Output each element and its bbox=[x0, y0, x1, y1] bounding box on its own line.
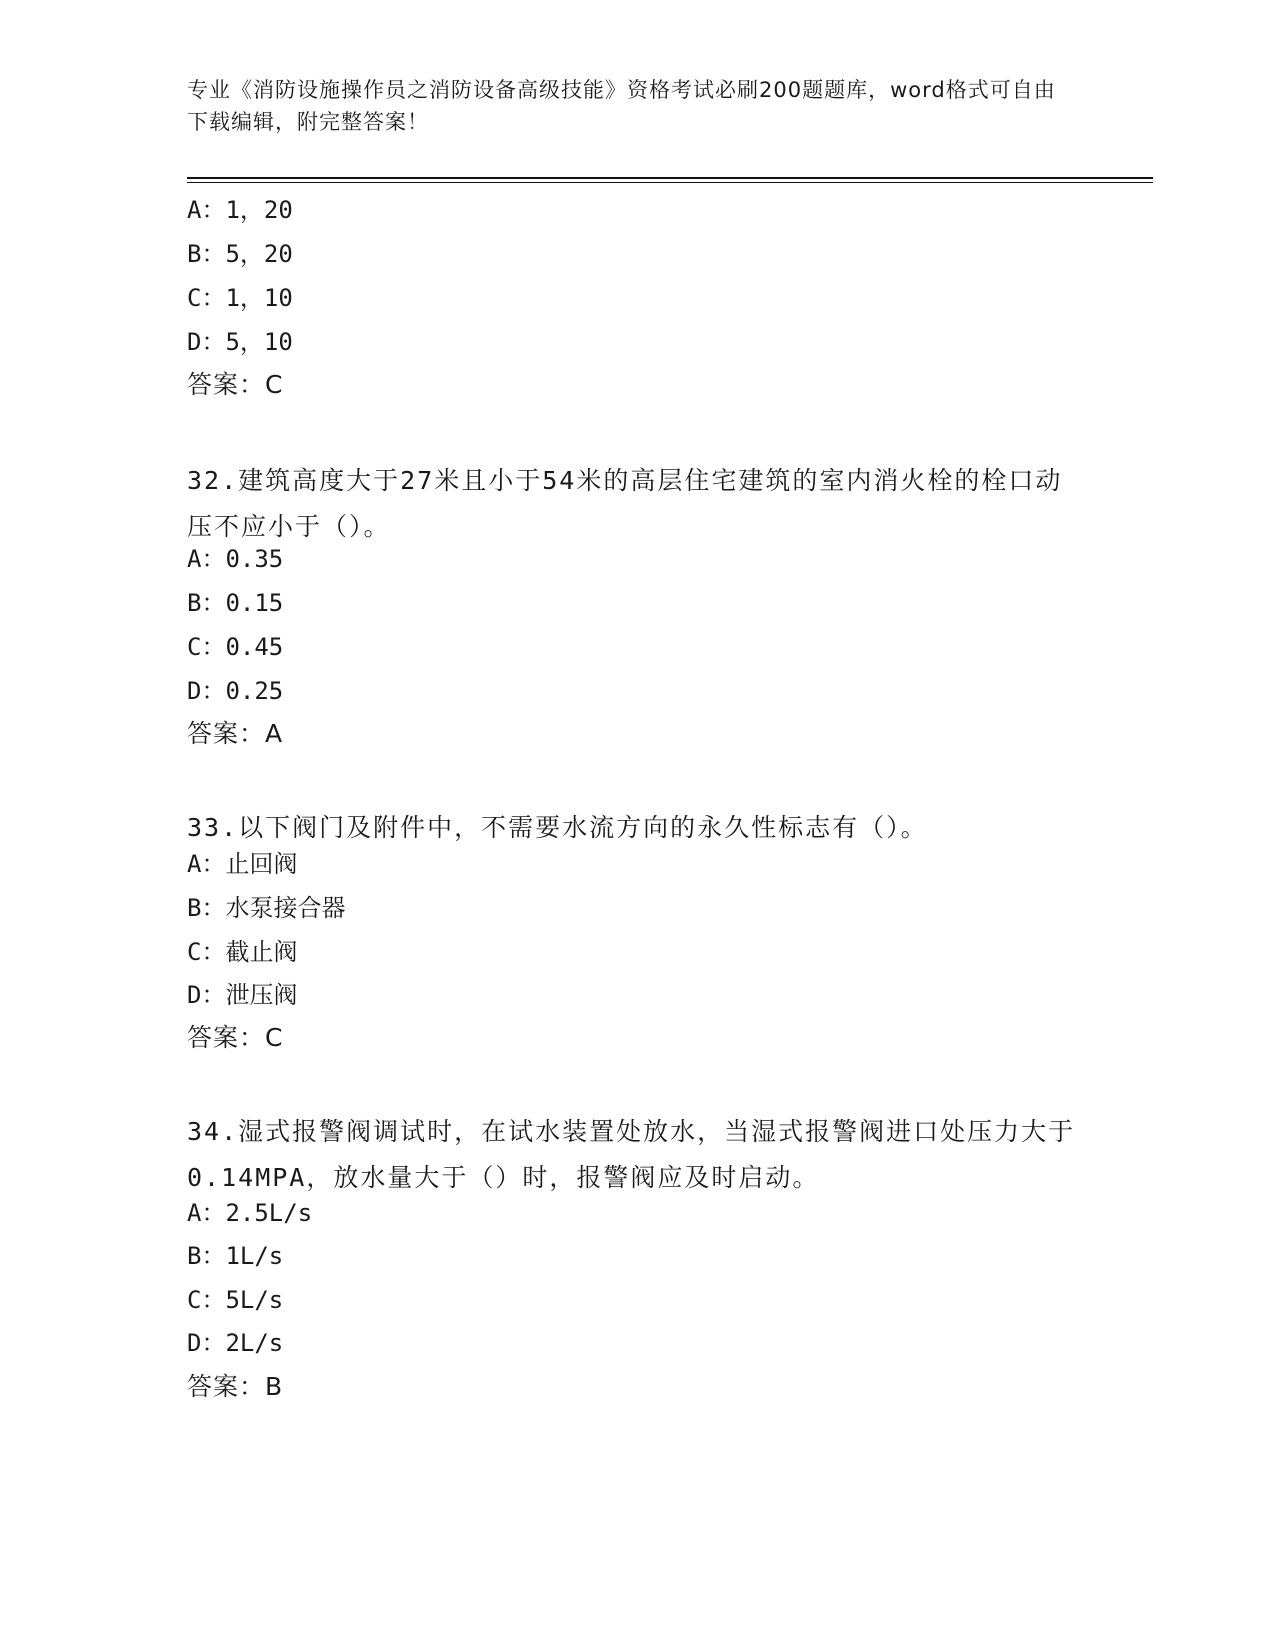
option-a: A：止回阀 bbox=[187, 850, 298, 878]
page-header: 专业《消防设施操作员之消防设备高级技能》资格考试必刷200题题库，word格式可自由下载编辑，附完整答案！ bbox=[187, 78, 1056, 134]
header-divider-thin bbox=[187, 182, 1153, 183]
option-c: C：5L/s bbox=[187, 1286, 284, 1314]
answer: 答案：A bbox=[187, 719, 284, 748]
question-text: 34.湿式报警阀调试时，在试水装置处放水，当湿式报警阀进口处压力大于0.14MPA，放水量大于（）时，报警阀应及时启动。 bbox=[187, 1117, 1076, 1192]
option-b: B：0.15 bbox=[187, 589, 284, 617]
option-a: A：0.35 bbox=[187, 545, 284, 573]
header-divider-thick bbox=[187, 177, 1153, 179]
option-b: B：1L/s bbox=[187, 1242, 284, 1270]
option-a: A：2.5L/s bbox=[187, 1199, 313, 1227]
option-b: B：水泵接合器 bbox=[187, 894, 346, 922]
answer: 答案：B bbox=[187, 1372, 284, 1401]
answer: 答案：C bbox=[187, 1023, 284, 1052]
option-a: A：1，20 bbox=[187, 196, 293, 224]
option-c: C：截止阀 bbox=[187, 938, 298, 966]
option-c: C：0.45 bbox=[187, 633, 284, 661]
option-d: D：2L/s bbox=[187, 1329, 284, 1357]
question-text: 33.以下阀门及附件中，不需要水流方向的永久性标志有（）。 bbox=[187, 813, 928, 842]
option-b: B：5，20 bbox=[187, 240, 293, 268]
option-c: C：1，10 bbox=[187, 284, 293, 312]
question-text: 32.建筑高度大于27米且小于54米的高层住宅建筑的室内消火栓的栓口动压不应小于（）。 bbox=[187, 466, 1063, 541]
option-d: D：5，10 bbox=[187, 328, 293, 356]
option-d: D：泄压阀 bbox=[187, 981, 298, 1009]
option-d: D：0.25 bbox=[187, 677, 284, 705]
answer: 答案：C bbox=[187, 370, 284, 399]
